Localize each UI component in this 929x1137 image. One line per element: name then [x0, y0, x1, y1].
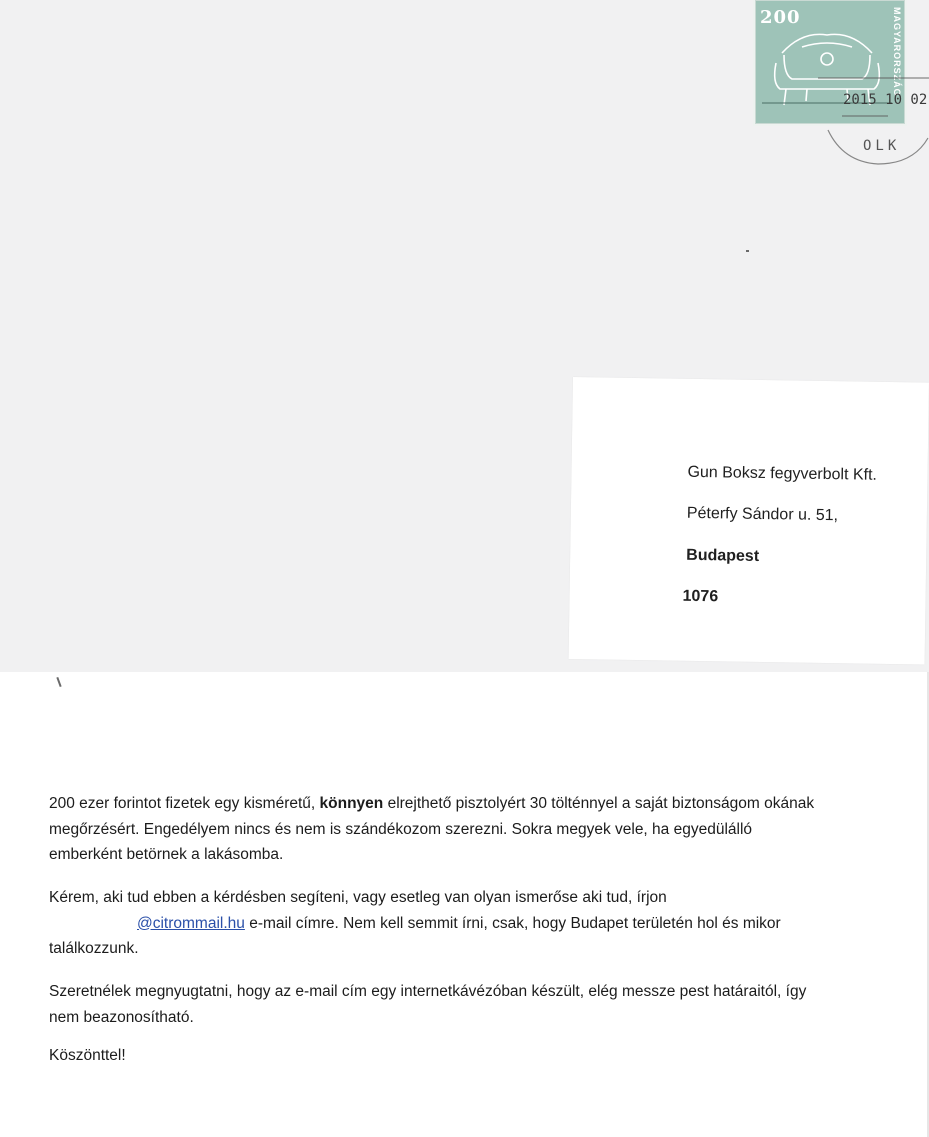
paper-speck	[56, 677, 61, 687]
p2-text-end: e-mail címre. Nem kell semmit írni, csak, hogy Budapet területén hol és mikor találkozzunk.	[49, 914, 781, 957]
p2-text-start: Kérem, aki tud ebben a kérdésben segíteni, vagy esetleg van olyan ismerőse aki tud, írjon	[49, 889, 667, 906]
recipient-name: Gun Boksz fegyverbolt Kft.	[687, 463, 878, 484]
postmark-city: OLK	[863, 138, 901, 154]
p1-text-start: 200 ezer forintot fizetek egy kisméretű,	[49, 795, 320, 812]
letter-paragraph-2	[49, 885, 829, 962]
letter-closing: Köszönttel!	[49, 1047, 126, 1064]
stamp-country: MAGYARORSZÁG	[892, 7, 902, 97]
p1-text-end: elrejthető pisztolyért 30 tölténnyel a saját biztonságom okának megőrzésért. Engedélyem nincs és nem is szándékozom szerezni. Sokra megyek vele, ha egyedülálló emberként betörnek a lakásomba.	[49, 795, 815, 863]
paper-speck	[746, 250, 749, 252]
p1-bold-word: könnyen	[319, 795, 384, 812]
recipient-zip: 1076	[682, 587, 719, 606]
email-domain-link[interactable]: @citrommail.hu	[137, 914, 245, 932]
letter-paragraph-1	[49, 791, 829, 868]
address-label	[569, 377, 929, 665]
recipient-city: Budapest	[686, 546, 760, 565]
letter-paragraph-3: Szeretnélek megnyugtatni, hogy az e-mail cím egy internetkávézóban készült, elég messze pest határaitól, így nem beazonosítható.	[49, 983, 807, 1026]
postmark-date: 2015 10 02	[843, 92, 928, 108]
letter-sheet	[0, 672, 929, 1137]
recipient-street: Péterfy Sándor u. 51,	[686, 504, 839, 525]
stamp-value: 200	[760, 7, 801, 28]
